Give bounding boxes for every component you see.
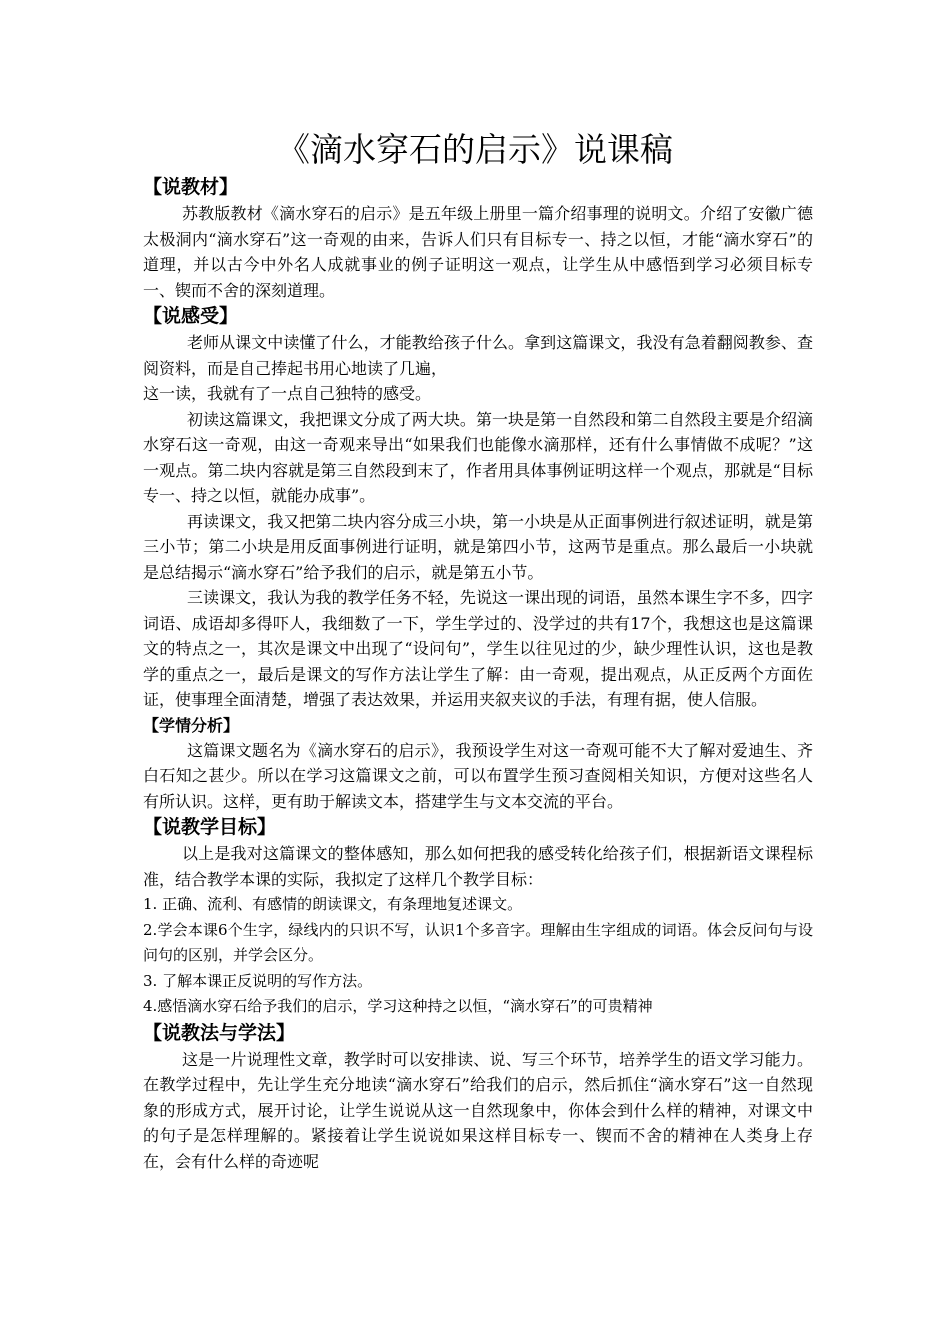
paragraph: 这是一片说理性文章，教学时可以安排读、说、写三个环节，培养学生的语文学习能力。在教学过程中，先让学生充分地读“滴水穿石”给我们的启示，然后抓住“滴水穿石”这一自然现象的形成方式，展开讨论，让学生说说从这一自然现象中，你体会到什么样的精神，对课文中的句子是怎样理解的。紧接着让学生说说如果这样目标专一、锲而不舍的精神在人类身上存在，会有什么样的奇迹呢 — [143, 1049, 813, 1171]
document-body — [143, 174, 813, 1174]
paragraph: 以上是我对这篇课文的整体感知，那么如何把我的感受转化给孩子们，根据新语文课程标准，结合教学本课的实际，我拟定了这样几个教学目标： — [143, 844, 813, 889]
paragraph: 再读课文，我又把第二块内容分成三小块，第一小块是从正面事例进行叙述证明，就是第三小节；第二小块是用反面事例进行证明，就是第四小节，这两节是重点。那么最后一小块就是总结揭示“滴水穿石”给予我们的启示，就是第五小节。 — [143, 511, 813, 582]
goal-item: 4.感悟滴水穿石给予我们的启示，学习这种持之以恒，“滴水穿石”的可贵精神 — [143, 997, 653, 1015]
section-heading-jiaocai: 【说教材】 — [143, 176, 239, 198]
paragraph: 这篇课文题名为《滴水穿石的启示》，我预设学生对这一奇观可能不大了解对爱迪生、齐白石知之甚少。所以在学习这篇课文之前，可以布置学生预习查阅相关知识，方便对这些名人有所认识。这样，更有助于解读文本，搭建学生与文本交流的平台。 — [143, 740, 813, 811]
goal-item: 2.学会本课6个生字，绿线内的只识不写，认识1个多音字。理解由生字组成的词语。体会反问句与设问句的区别，并学会区分。 — [143, 920, 813, 964]
paragraph: 苏教版教材《滴水穿石的启示》是五年级上册里一篇介绍事理的说明文。介绍了安徽广德太极洞内“滴水穿石”这一奇观的由来，告诉人们只有目标专一、持之以恒，才能“滴水穿石”的道理，并以古今中外名人成就事业的例子证明这一观点，让学生从中感悟到学习必须目标专一、锲而不舍的深刻道理。 — [143, 204, 813, 300]
goal-item: 3. 了解本课正反说明的写作方法。 — [143, 971, 373, 990]
goal-item: 1. 正确、流利、有感情的朗读课文，有条理地复述课文。 — [143, 895, 523, 913]
section-heading-xueqing: 【学情分析】 — [143, 715, 240, 735]
section-heading-mubiao: 【说教学目标】 — [143, 816, 277, 838]
paragraph: 初读这篇课文，我把课文分成了两大块。第一块是第一自然段和第二自然段主要是介绍滴水穿石这一奇观，由这一奇观来导出“如果我们也能像水滴那样，还有什么事情做不成呢？”这一观点。第二块内容就是第三自然段到末了，作者用具体事例证明这样一个观点，那就是“目标专一、持之以恒，就能办成事”。 — [143, 409, 813, 505]
paragraph: 老师从课文中读懂了什么，才能教给孩子什么。拿到这篇课文，我没有急着翻阅教参、查阅资料，而是自己捧起书用心地读了几遍， — [143, 333, 813, 378]
section-heading-jiaofa: 【说教法与学法】 — [143, 1021, 296, 1044]
paragraph: 三读课文，我认为我的教学任务不轻，先说这一课出现的词语，虽然本课生字不多，四字词语、成语却多得吓人，我细数了一下，学生学过的、没学过的共有17个，我想这也是这篇课文的特点之一，其次是课文中出现了“设问句”，学生以往见过的少，缺少理性认识，这也是教学的重点之一，最后是课文的写作方法让学生了解：由一奇观，提出观点，从正反两个方面佐证，使事理全面清楚，增强了表达效果，并运用夹叙夹议的手法，有理有据，使人信服。 — [143, 588, 813, 709]
paragraph: 这一读，我就有了一点自己独特的感受。 — [143, 384, 432, 403]
document-title: 《滴水穿石的启示》说课稿 — [277, 130, 673, 169]
section-heading-ganshou: 【说感受】 — [143, 305, 239, 327]
